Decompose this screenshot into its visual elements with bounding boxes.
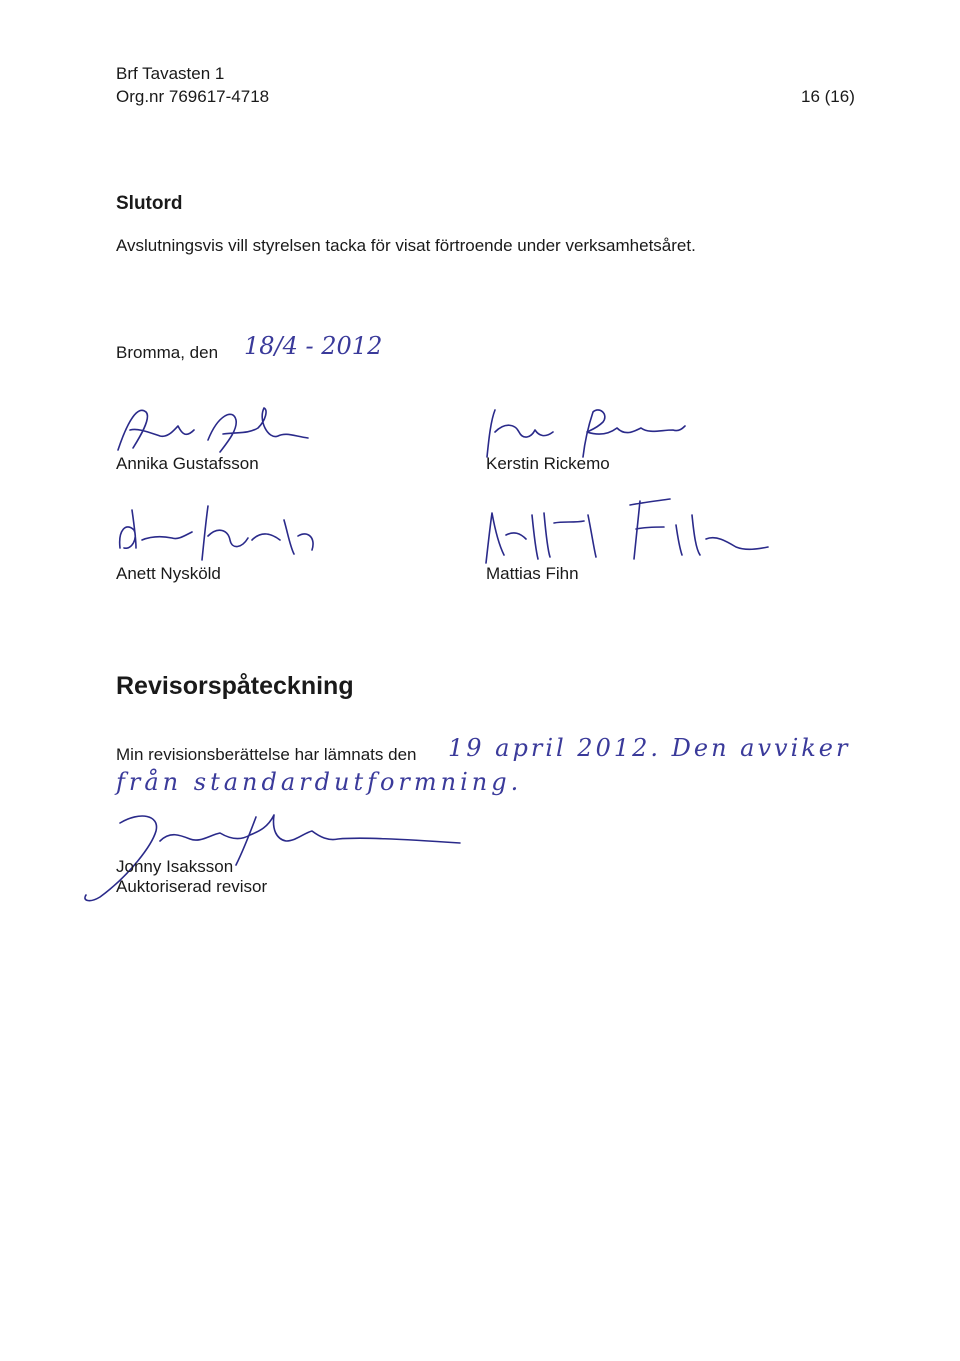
place-label: Bromma, den (116, 343, 219, 362)
signatory-name-3: Anett Nysköld (116, 564, 221, 583)
signatory-name-2: Kerstin Rickemo (486, 454, 610, 473)
auditor-title: Auktoriserad revisor (116, 877, 268, 896)
handwritten-auditor-date: 19 april 2012. Den avviker (448, 734, 851, 762)
signatory-name-4: Mattias Fihn (486, 564, 579, 583)
auditor-note-text: Min revisionsberättelse har lämnats den (116, 745, 417, 764)
signature-mattias-fihn (480, 495, 770, 570)
auditor-name: Jonny Isaksson (116, 857, 234, 876)
handwritten-auditor-remark: från standardutformning. (116, 768, 523, 796)
signature-anett-nyskold (112, 500, 322, 570)
page-number: 16 (16) (801, 87, 855, 106)
signatory-name-1: Annika Gustafsson (116, 454, 259, 473)
signature-annika-gustafsson (108, 400, 318, 460)
org-number: Org.nr 769617-4718 (116, 87, 270, 106)
handwritten-date: 18/4 - 2012 (244, 332, 383, 360)
closing-heading: Slutord (116, 193, 183, 214)
signature-kerstin-rickemo (475, 402, 695, 462)
org-name: Brf Tavasten 1 (116, 64, 225, 83)
auditor-heading: Revisorspåteckning (116, 672, 354, 700)
closing-text: Avslutningsvis vill styrelsen tacka för visat förtroende under verksamhetsåret. (116, 236, 696, 255)
